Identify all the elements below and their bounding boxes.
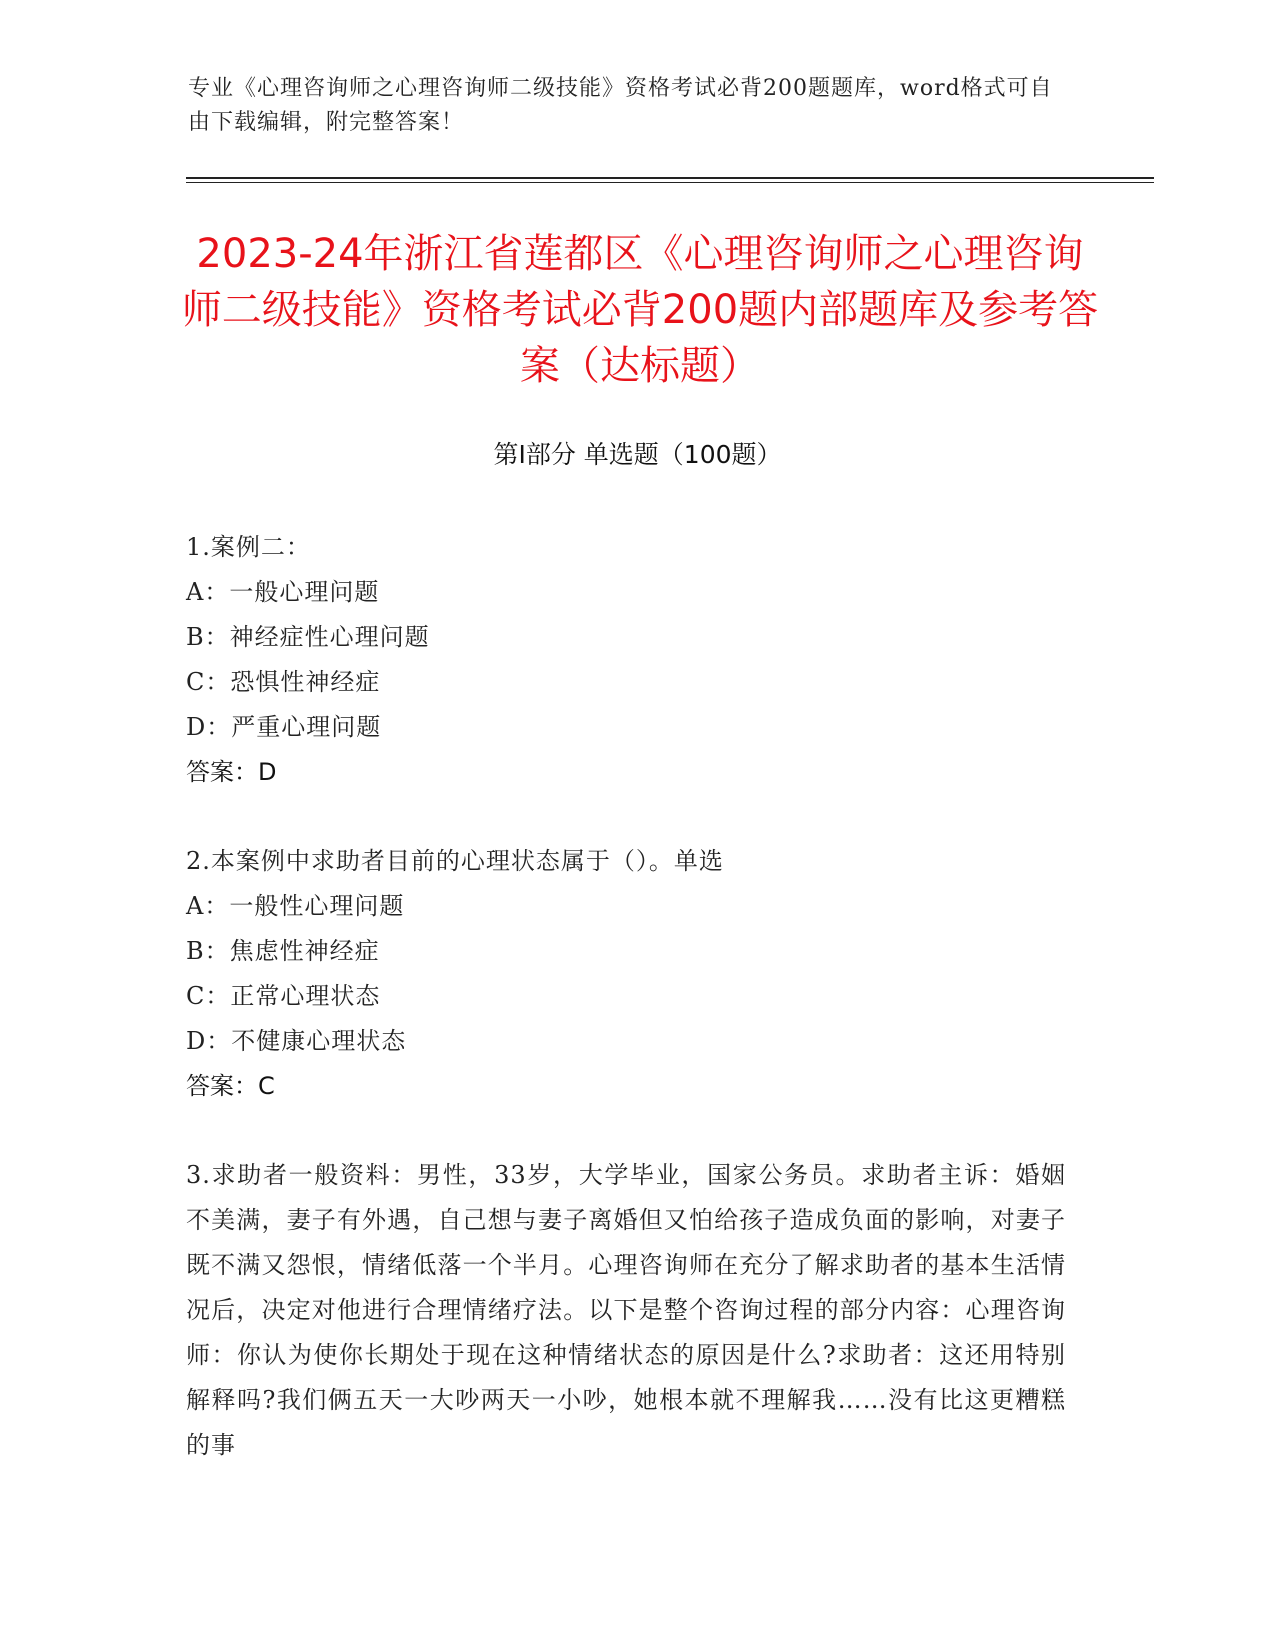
option-a: A：一般性心理问题: [186, 892, 405, 920]
option-d: D：严重心理问题: [186, 713, 382, 741]
option-a: A：一般心理问题: [186, 578, 380, 606]
answer-line: 答案：C: [186, 1072, 275, 1100]
question-1: [186, 525, 1066, 795]
header-divider-thin: [186, 182, 1154, 183]
question-3: [186, 1153, 1066, 1468]
option-c: C：恐惧性神经症: [186, 668, 381, 696]
header-divider: [186, 177, 1154, 179]
question-stem: 1.案例二：: [186, 533, 311, 561]
question-stem: 2.本案例中求助者目前的心理状态属于（）。单选: [186, 847, 724, 875]
header-note: 专业《心理咨询师之心理咨询师二级技能》资格考试必背200题题库，word格式可自由下载编辑，附完整答案！: [188, 76, 1053, 135]
section-title: 第Ⅰ部分 单选题（100题）: [493, 440, 782, 469]
question-stem: 3.求助者一般资料：男性，33岁，大学毕业，国家公务员。求助者主诉：婚姻不美满，妻子有外遇，自己想与妻子离婚但又怕给孩子造成负面的影响，对妻子既不满又怨恨，情绪低落一个半月。心理咨询师在充分了解求助者的基本生活情况后，决定对他进行合理情绪疗法。以下是整个咨询过程的部分内容：心理咨询师：你认为使你长期处于现在这种情绪状态的原因是什么?求助者：这还用特别解释吗?我们俩五天一大吵两天一小吵，她根本就不理解我……没有比这更糟糕的事: [186, 1161, 1066, 1459]
document-title: 2023-24年浙江省莲都区《心理咨询师之心理咨询师二级技能》资格考试必背200题内部题库及参考答案（达标题）: [181, 231, 1099, 389]
option-b: B：神经症性心理问题: [186, 623, 430, 651]
answer-line: 答案：D: [186, 758, 277, 786]
option-c: C：正常心理状态: [186, 982, 381, 1010]
option-d: D：不健康心理状态: [186, 1027, 407, 1055]
question-list: [186, 525, 1066, 1512]
option-b: B：焦虑性神经症: [186, 937, 380, 965]
question-2: [186, 839, 1066, 1109]
